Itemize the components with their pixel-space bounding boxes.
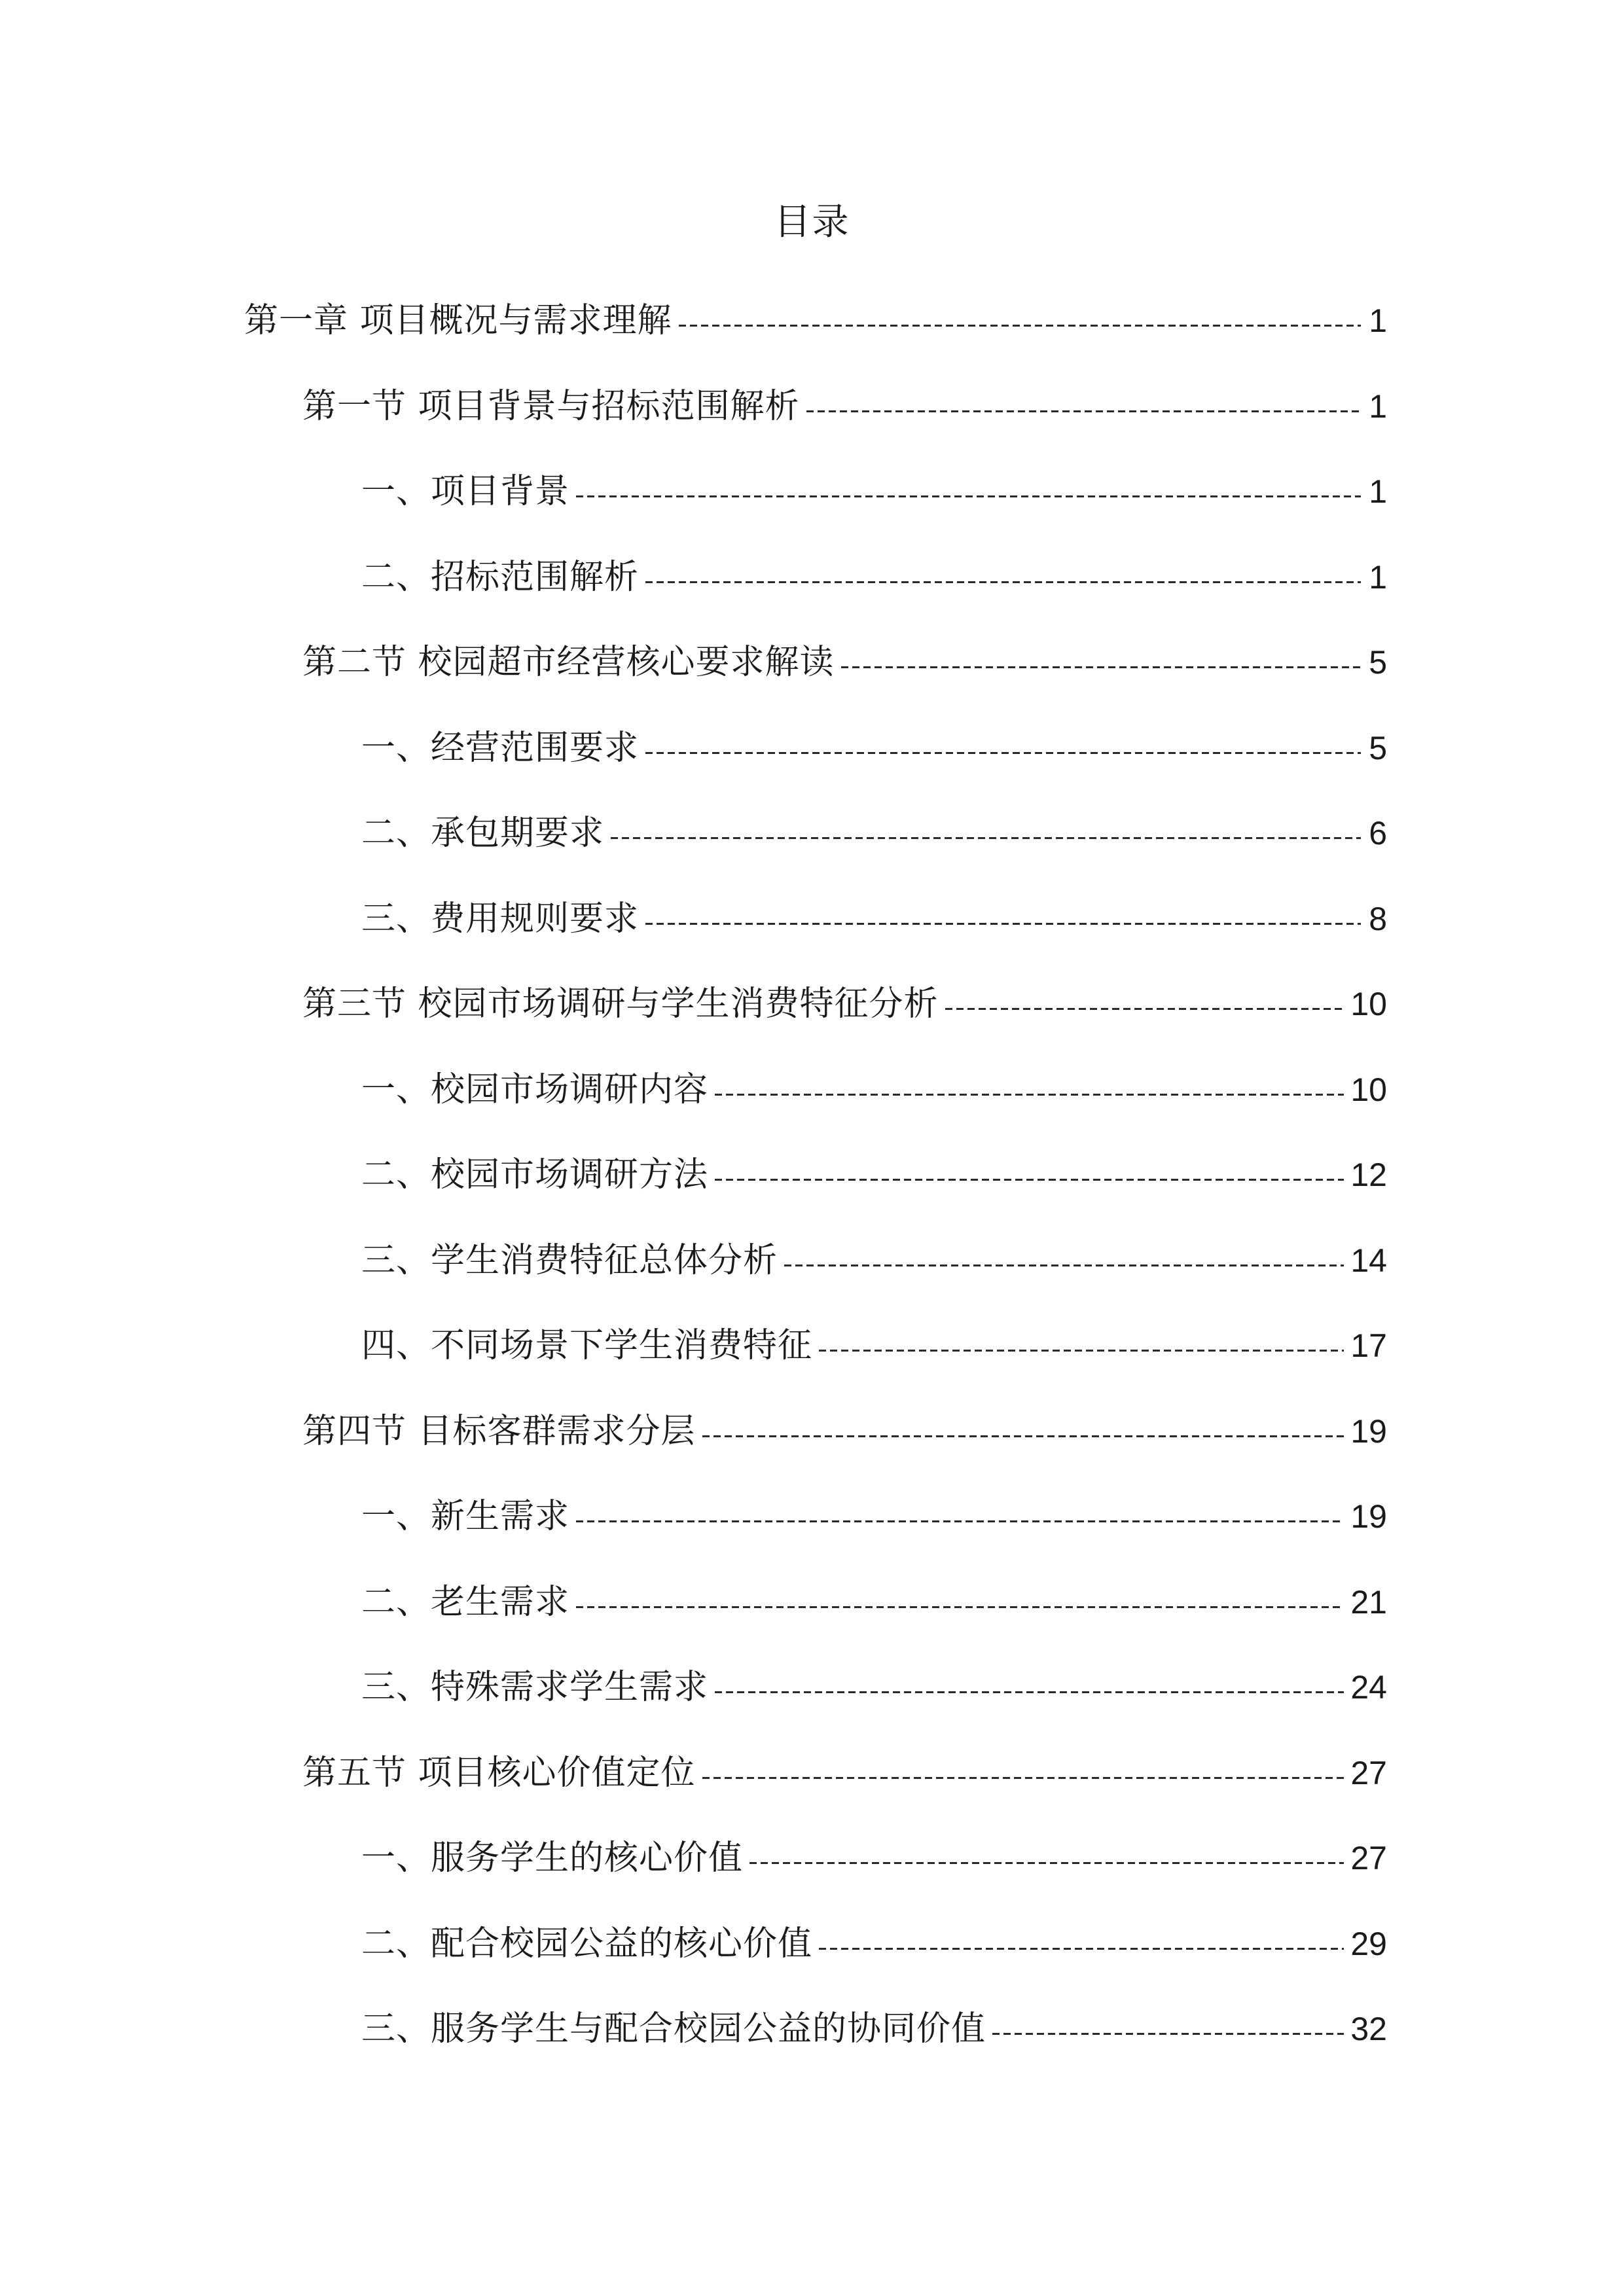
toc-entry[interactable] bbox=[361, 800, 1387, 866]
toc-entry[interactable] bbox=[302, 374, 1387, 439]
toc-page-number: 1 bbox=[1369, 388, 1387, 425]
toc-dot-leader bbox=[702, 1740, 1344, 1806]
toc-entry[interactable] bbox=[361, 1655, 1387, 1720]
toc-dot-leader bbox=[611, 800, 1361, 866]
toc-dot-leader bbox=[576, 1484, 1344, 1549]
toc-entry[interactable] bbox=[361, 459, 1387, 524]
toc-entry-label: 二、老生需求 bbox=[361, 1583, 570, 1622]
toc-entry-label: 一、校园市场调研内容 bbox=[361, 1070, 709, 1109]
toc-page-number: 17 bbox=[1350, 1327, 1387, 1364]
toc-entry-label: 第一节 项目背景与招标范围解析 bbox=[302, 387, 800, 426]
toc-entry[interactable] bbox=[361, 1313, 1387, 1378]
toc-dot-leader bbox=[715, 1655, 1344, 1720]
toc-entry-label: 四、不同场景下学生消费特征 bbox=[361, 1326, 813, 1365]
toc-entry-label: 一、项目背景 bbox=[361, 472, 570, 511]
toc-page-number: 5 bbox=[1369, 644, 1387, 681]
toc-dot-leader bbox=[945, 971, 1344, 1037]
toc-page-number: 29 bbox=[1350, 1926, 1387, 1962]
toc-dot-leader bbox=[645, 545, 1361, 610]
toc-dot-leader bbox=[819, 1911, 1344, 1977]
toc-page-number: 21 bbox=[1350, 1584, 1387, 1621]
toc-entry[interactable] bbox=[361, 1825, 1387, 1891]
toc-entry[interactable] bbox=[361, 1996, 1387, 2062]
toc-dot-leader bbox=[749, 1825, 1344, 1891]
toc-entry[interactable] bbox=[302, 971, 1387, 1037]
toc-dot-leader bbox=[841, 630, 1361, 695]
toc-entry-label: 一、新生需求 bbox=[361, 1497, 570, 1536]
toc-entry-label: 第二节 校园超市经营核心要求解读 bbox=[302, 643, 835, 682]
toc-entry-label: 三、服务学生与配合校园公益的协同价值 bbox=[361, 2009, 986, 2049]
toc-page-number: 5 bbox=[1369, 730, 1387, 766]
toc-entry-label: 第五节 项目核心价值定位 bbox=[302, 1753, 696, 1793]
toc-page-number: 19 bbox=[1350, 1413, 1387, 1450]
toc-entry-label: 三、学生消费特征总体分析 bbox=[361, 1241, 778, 1280]
toc-dot-leader bbox=[576, 459, 1361, 524]
toc-entry-label: 第三节 校园市场调研与学生消费特征分析 bbox=[302, 984, 939, 1024]
toc-page-number: 32 bbox=[1350, 2011, 1387, 2047]
toc-entry-label: 第四节 目标客群需求分层 bbox=[302, 1412, 696, 1451]
toc-entry[interactable] bbox=[361, 715, 1387, 781]
toc-dot-leader bbox=[715, 1057, 1344, 1122]
toc-entry[interactable] bbox=[361, 1570, 1387, 1635]
toc-entry-label: 一、经营范围要求 bbox=[361, 728, 640, 768]
toc-page-number: 1 bbox=[1369, 302, 1387, 339]
toc-entry[interactable] bbox=[302, 630, 1387, 695]
toc-entry[interactable] bbox=[361, 1228, 1387, 1293]
toc-dot-leader bbox=[576, 1570, 1344, 1635]
toc-page-number: 27 bbox=[1350, 1755, 1387, 1791]
toc-page-number: 19 bbox=[1350, 1498, 1387, 1535]
toc-entry[interactable] bbox=[302, 1740, 1387, 1806]
toc-dot-leader bbox=[645, 715, 1361, 781]
toc-page-number: 1 bbox=[1369, 473, 1387, 510]
toc-page-number: 12 bbox=[1350, 1157, 1387, 1193]
toc-page-number: 24 bbox=[1350, 1669, 1387, 1706]
toc-entry-label: 二、配合校园公益的核心价值 bbox=[361, 1924, 813, 1964]
toc-title: 目录 bbox=[774, 201, 850, 243]
toc-entry-label: 二、招标范围解析 bbox=[361, 558, 640, 597]
toc-dot-leader bbox=[806, 374, 1361, 439]
toc-entry[interactable] bbox=[361, 886, 1387, 952]
toc-entry[interactable] bbox=[361, 1142, 1387, 1208]
toc-page-number: 27 bbox=[1350, 1840, 1387, 1876]
toc-page-number: 14 bbox=[1350, 1242, 1387, 1279]
toc-entry[interactable] bbox=[361, 1057, 1387, 1122]
toc-entry-label: 第一章 项目概况与需求理解 bbox=[244, 301, 672, 340]
toc-entry-label: 一、服务学生的核心价值 bbox=[361, 1839, 744, 1878]
toc-page-number: 6 bbox=[1369, 815, 1387, 852]
toc-entry[interactable] bbox=[244, 288, 1387, 353]
toc-entry-label: 三、费用规则要求 bbox=[361, 899, 640, 939]
toc-page-number: 1 bbox=[1369, 559, 1387, 596]
toc-page-number: 8 bbox=[1369, 901, 1387, 937]
toc-page-number: 10 bbox=[1350, 986, 1387, 1022]
toc-entry[interactable] bbox=[302, 1399, 1387, 1464]
toc-entry-label: 二、承包期要求 bbox=[361, 814, 605, 853]
toc-dot-leader bbox=[715, 1142, 1344, 1208]
toc-dot-leader bbox=[702, 1399, 1344, 1464]
toc-entry[interactable] bbox=[361, 1911, 1387, 1977]
toc-entry-label: 三、特殊需求学生需求 bbox=[361, 1668, 709, 1707]
toc-entry[interactable] bbox=[361, 545, 1387, 610]
toc-dot-leader bbox=[819, 1313, 1344, 1378]
toc-page-number: 10 bbox=[1350, 1071, 1387, 1108]
toc-dot-leader bbox=[679, 288, 1361, 353]
toc-dot-leader bbox=[992, 1996, 1344, 2062]
toc-dot-leader bbox=[645, 886, 1361, 952]
toc-dot-leader bbox=[784, 1228, 1344, 1293]
toc-entry-label: 二、校园市场调研方法 bbox=[361, 1155, 709, 1194]
toc-entry[interactable] bbox=[361, 1484, 1387, 1549]
